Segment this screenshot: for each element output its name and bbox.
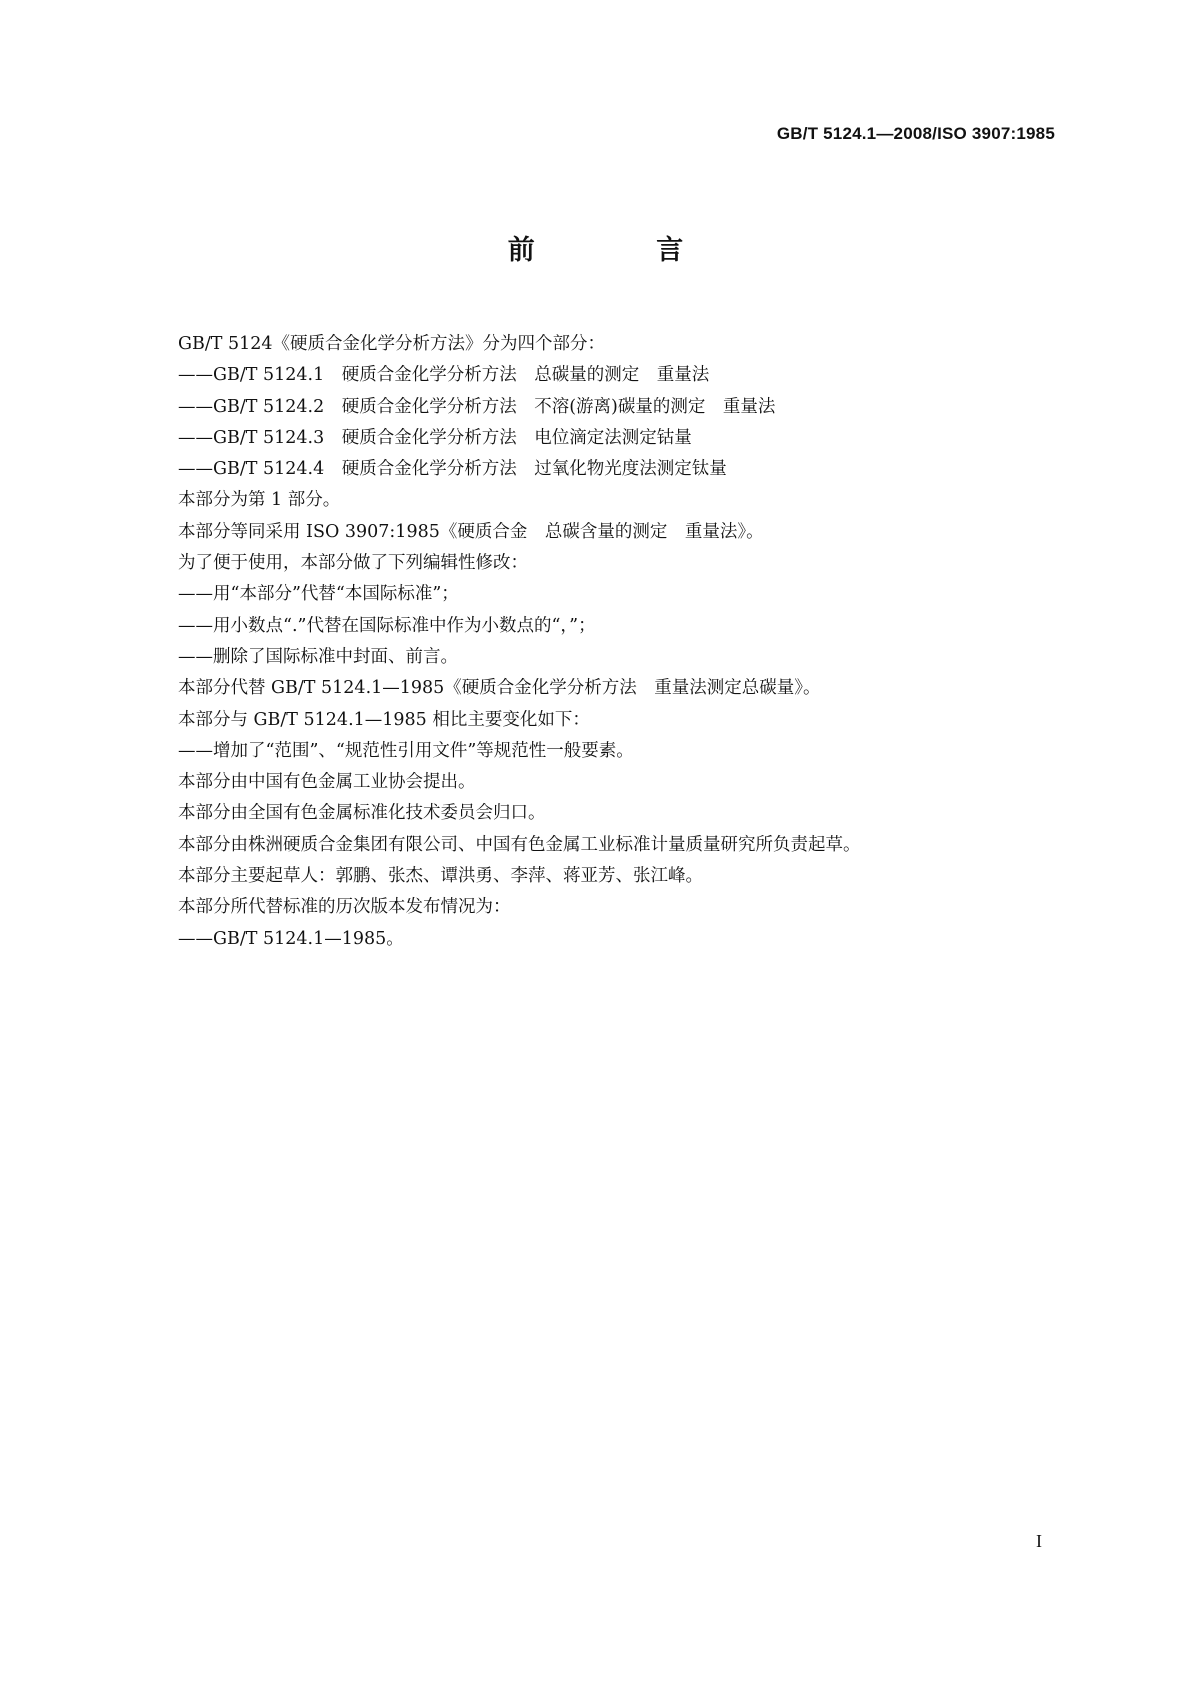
text-line: ——GB/T 5124.4 硬质合金化学分析方法 过氧化物光度法测定钛量 xyxy=(178,459,727,480)
page-number: I xyxy=(1036,1531,1042,1551)
text-line: ——删除了国际标准中封面、前言。 xyxy=(178,646,458,667)
page-title: 前 言 xyxy=(507,235,740,266)
text-line: 本部分所代替标准的历次版本发布情况为： xyxy=(178,897,511,918)
foreword-body xyxy=(178,329,1058,955)
standard-code-header: GB/T 5124.1—2008/ISO 3907:1985 xyxy=(776,124,1055,143)
text-line: GB/T 5124《硬质合金化学分析方法》分为四个部分： xyxy=(178,334,606,354)
text-line: 本部分代替 GB/T 5124.1—1985《硬质合金化学分析方法 重量法测定总碳量》。 xyxy=(178,678,821,699)
text-line: ——GB/T 5124.3 硬质合金化学分析方法 电位滴定法测定钴量 xyxy=(178,427,692,448)
text-line: 本部分由全国有色金属标准化技术委员会归口。 xyxy=(178,803,546,824)
text-line: ——GB/T 5124.1—1985。 xyxy=(178,928,404,949)
text-line: 为了便于使用，本部分做了下列编辑性修改： xyxy=(178,553,528,574)
text-line: 本部分等同采用 ISO 3907:1985《硬质合金 总碳含量的测定 重量法》。 xyxy=(178,521,764,542)
text-line: 本部分主要起草人：郭鹏、张杰、谭洪勇、李萍、蒋亚芳、张江峰。 xyxy=(178,866,703,887)
text-line: 本部分由株洲硬质合金集团有限公司、中国有色金属工业标准计量质量研究所负责起草。 xyxy=(178,834,861,855)
text-line: 本部分由中国有色金属工业协会提出。 xyxy=(178,772,476,793)
text-line: ——用小数点“.”代替在国际标准中作为小数点的“，”； xyxy=(178,615,596,636)
text-line: ——GB/T 5124.2 硬质合金化学分析方法 不溶(游离)碳量的测定 重量法 xyxy=(178,396,776,417)
text-line: ——增加了“范围”、“规范性引用文件”等规范性一般要素。 xyxy=(178,740,634,761)
text-line: ——GB/T 5124.1 硬质合金化学分析方法 总碳量的测定 重量法 xyxy=(178,365,710,386)
text-line: ——用“本部分”代替“本国际标准”； xyxy=(178,584,459,605)
text-line: 本部分为第 1 部分。 xyxy=(178,490,341,511)
text-line: 本部分与 GB/T 5124.1—1985 相比主要变化如下： xyxy=(178,709,590,730)
